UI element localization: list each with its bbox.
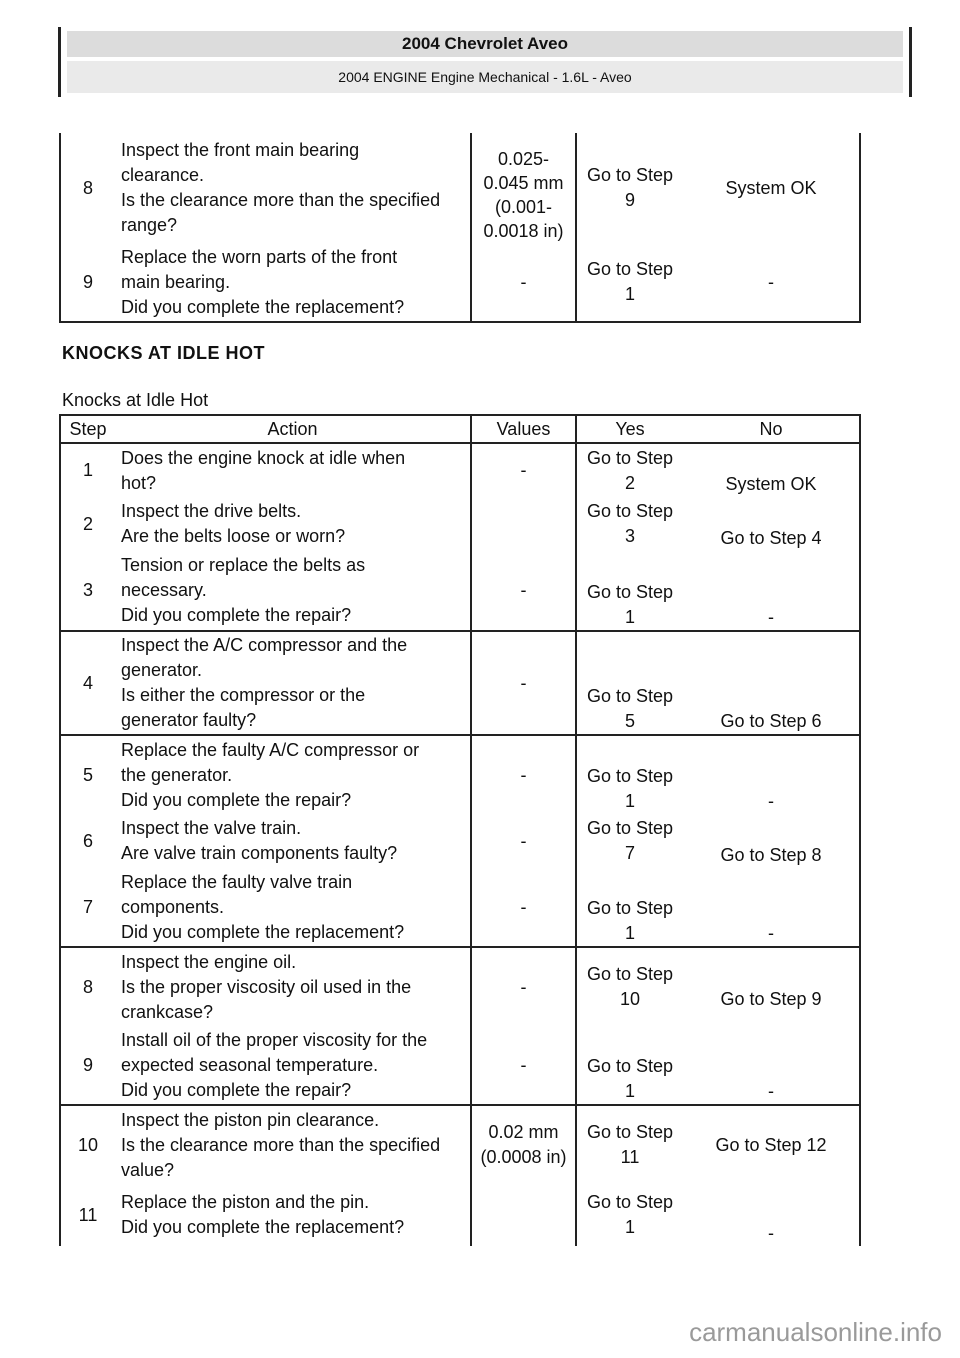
table-row xyxy=(60,631,860,735)
action-text: Replace the faulty valve train components. Did you complete the replacement? xyxy=(121,871,405,942)
table-row xyxy=(60,1184,860,1246)
yes-action: Go to Step 1 xyxy=(576,735,683,814)
table-row xyxy=(60,443,860,497)
front-main-bearing-table xyxy=(59,133,861,323)
step-number: 8 xyxy=(60,947,115,1026)
yes-action: Go to Step 1 xyxy=(576,1026,683,1105)
step-number: 4 xyxy=(60,631,115,735)
spec-value xyxy=(471,497,576,551)
yes-action: Go to Step 11 xyxy=(576,1105,683,1184)
page-header xyxy=(58,27,912,97)
yes-action: Go to Step 9 xyxy=(576,133,683,243)
action-text: Replace the faulty A/C compressor or the generator. Did you complete the repair? xyxy=(115,735,471,814)
watermark: carmanualsonline.info xyxy=(689,1317,942,1347)
yes-action: Go to Step 1 xyxy=(576,868,683,947)
spec-value: - xyxy=(471,243,576,322)
document-subtitle: 2004 ENGINE Engine Mechanical - 1.6L - Aveo xyxy=(67,61,903,93)
header-step: Step xyxy=(60,415,115,443)
step-number: 7 xyxy=(60,868,115,947)
yes-action: Go to Step 7 xyxy=(576,814,683,868)
header-values: Values xyxy=(471,415,576,443)
table-caption: Knocks at Idle Hot xyxy=(62,390,209,410)
no-action: - xyxy=(683,735,860,814)
no-action: System OK xyxy=(683,133,860,243)
step-number: 11 xyxy=(60,1184,115,1246)
step-number: 9 xyxy=(60,243,115,322)
yes-action: Go to Step 3 xyxy=(576,497,683,551)
spec-value xyxy=(471,1184,576,1246)
action-text: Inspect the valve train. Are valve train components faulty? xyxy=(121,818,398,863)
no-action: Go to Step 4 xyxy=(683,497,860,551)
no-action: - xyxy=(683,243,860,322)
spec-value: - xyxy=(471,1026,576,1105)
step-number: 8 xyxy=(60,133,115,243)
step-number: 5 xyxy=(60,735,115,814)
yes-action: Go to Step 5 xyxy=(576,631,683,735)
table-row xyxy=(60,551,860,631)
no-action: Go to Step 9 xyxy=(683,947,860,1026)
no-action: Go to Step 12 xyxy=(683,1105,860,1184)
action-text: Inspect the front main bearing clearance. Is the clearance more than the specified range? xyxy=(121,140,441,235)
table-row xyxy=(60,1026,860,1105)
spec-value: - xyxy=(471,631,576,735)
table-header-row xyxy=(60,415,860,443)
step-number: 10 xyxy=(60,1105,115,1184)
table-row xyxy=(60,133,860,243)
spec-value: 0.025-0.045 mm (0.001-0.0018 in) xyxy=(471,133,576,243)
step-number: 3 xyxy=(60,551,115,631)
action-text: Replace the worn parts of the front main bearing. Did you complete the replacement? xyxy=(115,243,471,322)
no-action: Go to Step 8 xyxy=(683,814,860,868)
spec-value: - xyxy=(471,735,576,814)
knocks-at-idle-hot-table xyxy=(59,414,861,1246)
document-title: 2004 Chevrolet Aveo xyxy=(67,31,903,57)
table-row xyxy=(60,814,860,868)
spec-value: - xyxy=(471,947,576,1026)
yes-action: Go to Step 2 xyxy=(576,443,683,497)
action-text: Replace the piston and the pin. Did you complete the replacement? xyxy=(121,1192,405,1237)
step-number: 9 xyxy=(60,1026,115,1105)
no-action: Go to Step 6 xyxy=(683,631,860,735)
spec-value: - xyxy=(471,443,576,497)
step-number: 2 xyxy=(60,497,115,551)
yes-action: Go to Step 10 xyxy=(576,947,683,1026)
yes-action: Go to Step 1 xyxy=(576,243,683,322)
table-row xyxy=(60,868,860,947)
no-action: - xyxy=(683,1026,860,1105)
section-title: KNOCKS AT IDLE HOT xyxy=(62,343,265,363)
no-action: - xyxy=(683,551,860,631)
yes-action: Go to Step 1 xyxy=(576,1184,683,1246)
no-action: System OK xyxy=(683,443,860,497)
action-text: Inspect the A/C compressor and the generator. Is either the compressor or the generator faulty? xyxy=(115,631,471,735)
table-row xyxy=(60,497,860,551)
action-text: Inspect the piston pin clearance. Is the clearance more than the specified value? xyxy=(115,1105,471,1184)
table-row xyxy=(60,735,860,814)
spec-value: - xyxy=(471,868,576,947)
spec-value: - xyxy=(471,551,576,631)
action-text: Tension or replace the belts as necessary. Did you complete the repair? xyxy=(121,555,366,625)
header-action: Action xyxy=(115,415,471,443)
action-text: Inspect the drive belts. Are the belts loose or worn? xyxy=(121,501,346,546)
step-number: 1 xyxy=(60,443,115,497)
no-action: - xyxy=(683,868,860,947)
header-no: No xyxy=(683,415,860,443)
spec-value: 0.02 mm (0.0008 in) xyxy=(471,1105,576,1184)
spec-value: - xyxy=(471,814,576,868)
action-text: Inspect the engine oil. Is the proper viscosity oil used in the crankcase? xyxy=(115,947,471,1026)
action-text: Install oil of the proper viscosity for the expected seasonal temperature. Did you complete the repair? xyxy=(121,1029,428,1100)
yes-action: Go to Step 1 xyxy=(576,551,683,631)
no-action: - xyxy=(683,1184,860,1246)
table-row xyxy=(60,947,860,1026)
action-text: Does the engine knock at idle when hot? xyxy=(121,447,406,493)
step-number: 6 xyxy=(60,814,115,868)
table-row xyxy=(60,1105,860,1184)
table-row xyxy=(60,243,860,322)
header-yes: Yes xyxy=(576,415,683,443)
